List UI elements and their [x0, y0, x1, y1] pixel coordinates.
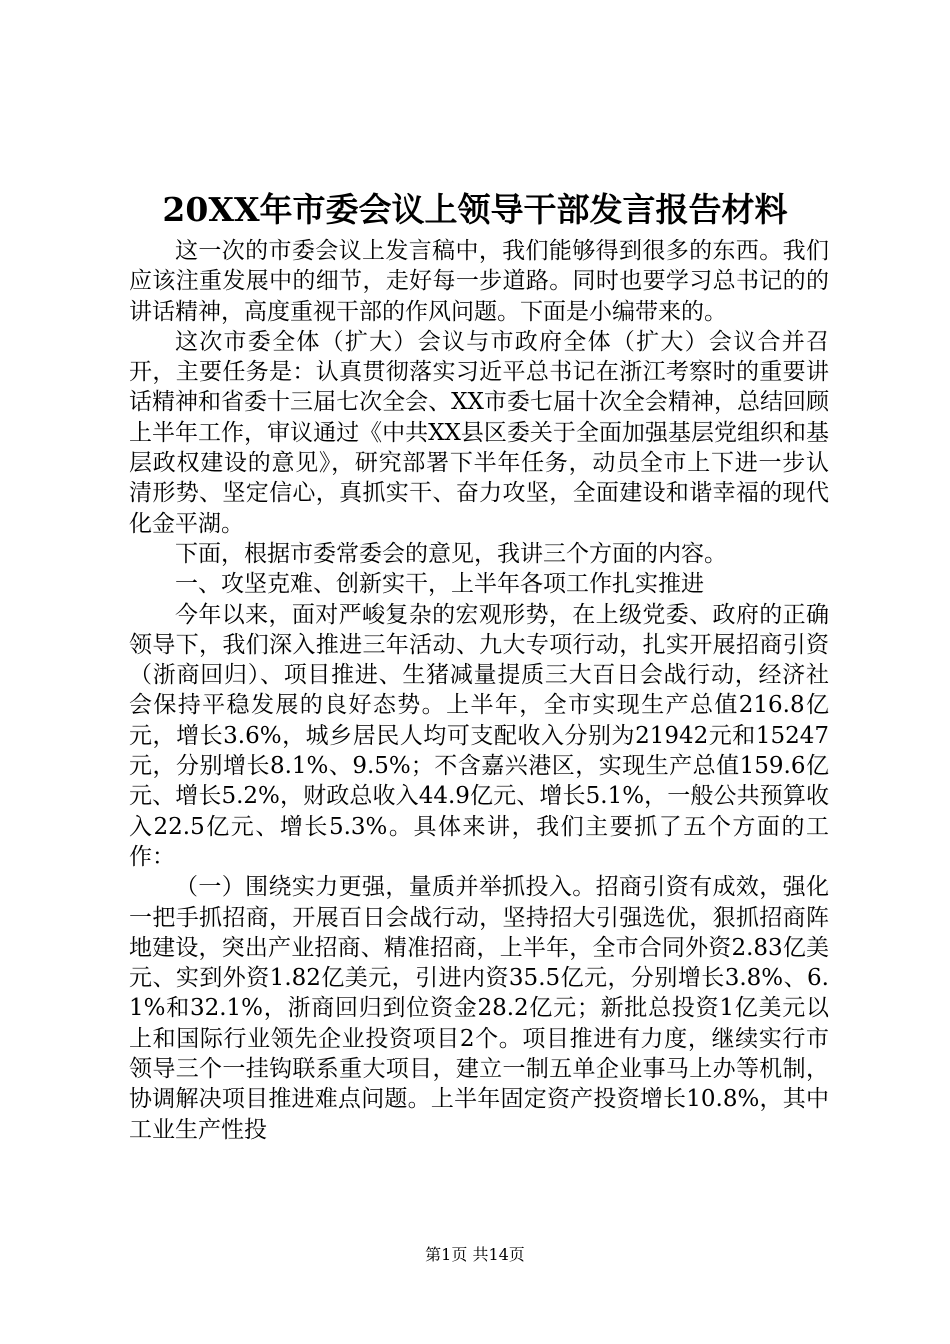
document-title: 20XX年市委会议上领导干部发言报告材料 [162, 190, 788, 229]
paragraph-summary: 今年以来，面对严峻复杂的宏观形势，在上级党委、政府的正确领导下，我们深入推进三年活动、九大专项行动，扎实开展招商引资（浙商回归）、项目推进、生猪减量提质三大百日会战行动，经济社会保持平稳发展的良好态势。上半年，全市实现生产总值216.8亿元，增长3.6%，城乡居民人均可支配收入分别为21942元和15247元，分别增长8.1%、9.5%；不含嘉兴港区，实现生产总值159.6亿元、增长5.2%，财政总收入44.9亿元、增长5.1%，一般公共预算收入22.5亿元、增长5.3%。具体来讲，我们主要抓了五个方面的工作： [129, 601, 829, 870]
section-heading-1: 一、攻坚克难、创新实干，上半年各项工作扎实推进 [175, 571, 704, 598]
paragraph-outline: 下面，根据市委常委会的意见，我讲三个方面的内容。 [175, 540, 727, 567]
paragraph-investment: （一）围绕实力更强，量质并举抓投入。招商引资有成效，强化一把手抓招商，开展百日会战行动，坚持招大引强选优，狠抓招商阵地建设，突出产业招商、精准招商，上半年，全市合同外资2.83亿美元、实到外资1.82亿美元，引进内资35.5亿元，分别增长3.8%、6.1%和32.1%，浙商回归到位资金28.2亿元；新批总投资1亿美元以上和国际行业领先企业投资项目2个。项目推进有力度，继续实行市领导三个一挂钩联系重大项目，建立一制五单企业事马上办等机制，协调解决项目推进难点问题。上半年固定资产投资增长10.8%，其中工业生产性投 [129, 874, 829, 1143]
paragraph-meeting: 这次市委全体（扩大）会议与市政府全体（扩大）会议合并召开，主要任务是：认真贯彻落实习近平总书记在浙江考察时的重要讲话精神和省委十三届七次全会、XX市委七届十次全会精神，总结回顾上半年工作，审议通过《中共XX县区委关于全面加强基层党组织和基层政权建设的意见》，研究部署下半年任务，动员全市上下进一步认清形势、坚定信心，真抓实干、奋力攻坚，全面建设和谐幸福的现代化金平湖。 [129, 328, 829, 537]
paragraph-intro: 这一次的市委会议上发言稿中，我们能够得到很多的东西。我们应该注重发展中的细节，走好每一步道路。同时也要学习总书记的的讲话精神，高度重视干部的作风问题。下面是小编带来的。 [129, 238, 829, 325]
page-footer: 第1页 共14页 [425, 1245, 525, 1264]
document-body [129, 236, 829, 1145]
